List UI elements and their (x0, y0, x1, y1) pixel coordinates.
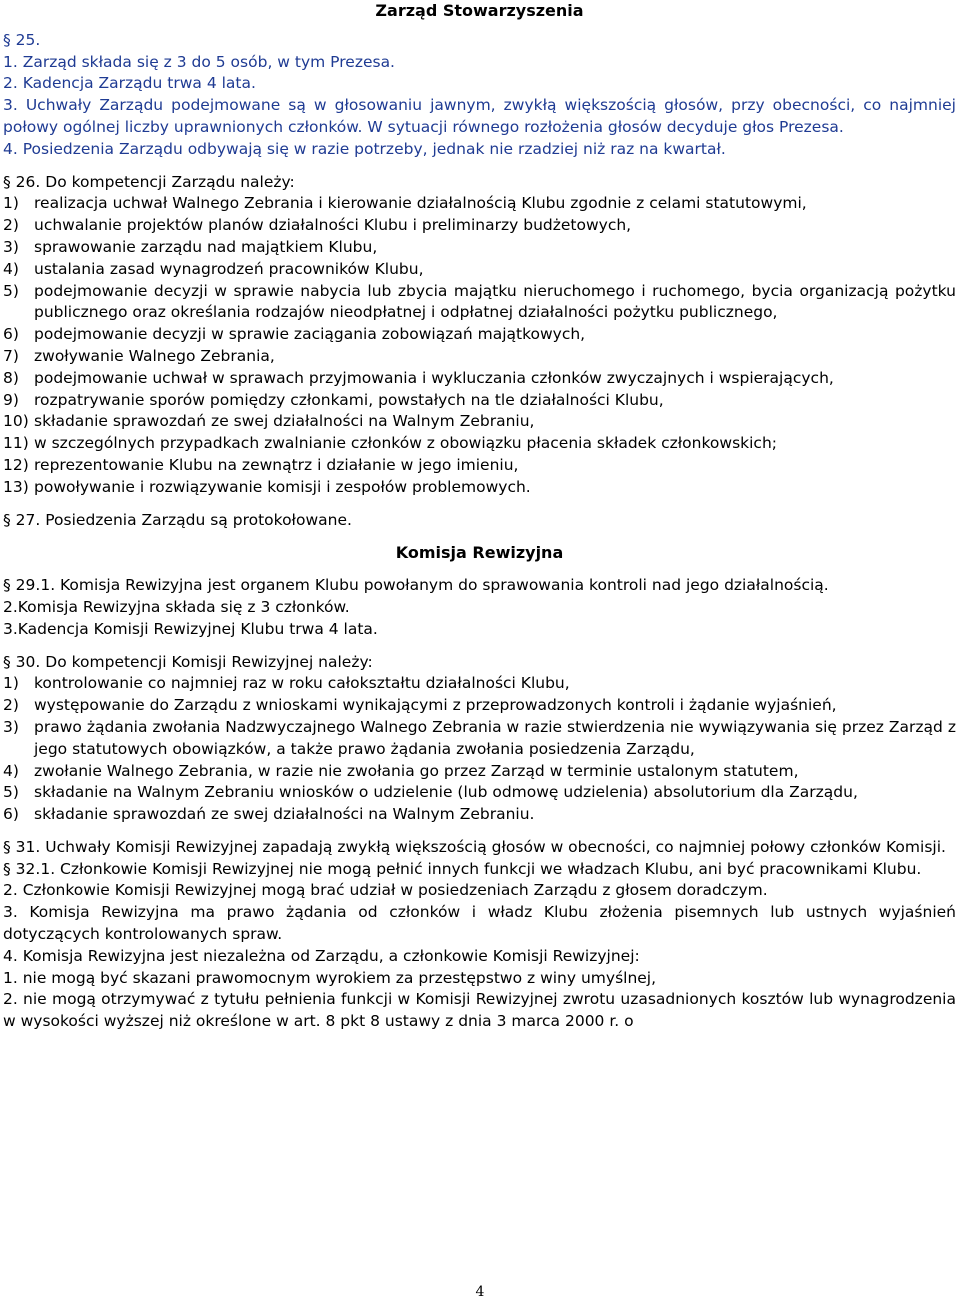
list-item: 4) zwołanie Walnego Zebrania, w razie nie zwołania go przez Zarząd w terminie ustalonym statutem, (3, 761, 799, 780)
list-item: 13) powoływanie i rozwiązywanie komisji i zespołów problemowych. (3, 477, 531, 496)
list-item: 12) reprezentowanie Klubu na zewnątrz i działanie w jego imieniu, (3, 455, 519, 474)
list-item: 3) prawo żądania zwołania Nadzwyczajnego Walnego Zebrania w razie stwierdzenia nie wywiązywania się przez Zarząd z jego statutowych obowiązków, a także prawo żądania zwołania posiedzenia Zarządu, (3, 717, 956, 758)
paragraph-25 (3, 30, 956, 161)
paragraph-29-2: 2.Komisja Rewizyjna składa się z 3 członków. (3, 597, 350, 616)
paragraph-25-4: 4. Posiedzenia Zarządu odbywają się w razie potrzeby, jednak nie rzadziej niż raz na kwartał. (3, 139, 726, 158)
list-item: 10) składanie sprawozdań ze swej działalności na Walnym Zebraniu, (3, 412, 535, 431)
list-item: 11) w szczególnych przypadkach zwalnianie członków z obowiązku płacenia składek członkowskich; (3, 434, 778, 453)
list-item: 1) kontrolowanie co najmniej raz w roku całokształtu działalności Klubu, (3, 674, 570, 693)
paragraph-25-head: § 25. (3, 30, 41, 49)
paragraph-27: § 27. Posiedzenia Zarządu są protokołowane. (3, 510, 352, 529)
paragraph-30-head: § 30. Do kompetencji Komisji Rewizyjnej należy: (3, 652, 373, 671)
paragraph-29 (3, 575, 956, 640)
list-item: 5) składanie na Walnym Zebraniu wniosków o udzielenie (lub odmowę udzielenia) absolutorium dla Zarządu, (3, 783, 858, 802)
paragraph-32-4: 4. Komisja Rewizyjna jest niezależna od Zarządu, a członkowie Komisji Rewizyjnej: (3, 946, 640, 965)
list-item: 8) podejmowanie uchwał w sprawach przyjmowania i wykluczania członków zwyczajnych i wspierających, (3, 368, 834, 387)
paragraph-25-3: 3. Uchwały Zarządu podejmowane są w głosowaniu jawnym, zwykłą większością głosów, przy obecności, co najmniej połowy ogólnej liczby uprawnionych członków. W sytuacji równego rozłożenia głosów decyduje głos Prezesa. (3, 96, 956, 136)
list-item: 5) podejmowanie decyzji w sprawie nabycia lub zbycia majątku nieruchomego i ruchomego, bycia organizacją pożytku publicznego oraz określania rodzajów nieodpłatnej i odpłatnej działalności pożytku publicznego, (3, 281, 956, 322)
paragraph-26-head: § 26. Do kompetencji Zarządu należy: (3, 172, 295, 191)
paragraph-32-1: § 32.1. Członkowie Komisji Rewizyjnej nie mogą pełnić innych funkcji we władzach Klubu, ani być pracownikami Klubu. (3, 859, 922, 878)
section-title-board: Zarząd Stowarzyszenia (375, 1, 584, 20)
paragraph-32-5: 1. nie mogą być skazani prawomocnym wyrokiem za przestępstwo z winy umyślnej, (3, 968, 657, 987)
document-page (3, 0, 956, 1033)
paragraph-32-6: 2. nie mogą otrzymywać z tytułu pełnienia funkcji w Komisji Rewizyjnej zwrotu uzasadnionych kosztów lub wynagrodzenia w wysokości wyższej niż określone w art. 8 pkt 8 ustawy z dnia 3 marca 2000 r. o (3, 990, 956, 1031)
list-item: 4) ustalania zasad wynagrodzeń pracowników Klubu, (3, 259, 424, 278)
paragraph-32-3: 3. Komisja Rewizyjna ma prawo żądania od członków i władz Klubu złożenia pisemnych lub ustnych wyjaśnień dotyczących kontrolowanych spraw. (3, 903, 956, 944)
paragraph-31: § 31. Uchwały Komisji Rewizyjnej zapadają zwykłą większością głosów w obecności, co najmniej połowy członków Komisji. (3, 837, 946, 856)
paragraph-30 (3, 652, 956, 826)
page-number: 4 (475, 1284, 485, 1300)
list-item: 7) zwoływanie Walnego Zebrania, (3, 346, 275, 365)
list-item: 9) rozpatrywanie sporów pomiędzy członkami, powstałych na tle działalności Klubu, (3, 390, 664, 409)
paragraph-29-1: § 29.1. Komisja Rewizyjna jest organem Klubu powołanym do sprawowania kontroli nad jego działalnością. (3, 576, 829, 595)
list-item: 2) występowanie do Zarządu z wnioskami wynikającymi z przeprowadzonych kontroli i żądanie wyjaśnień, (3, 696, 837, 715)
list-item: 6) składanie sprawozdań ze swej działalności na Walnym Zebraniu. (3, 805, 535, 824)
list-item: 1) realizacja uchwał Walnego Zebrania i kierowanie działalnością Klubu zgodnie z celami statutowymi, (3, 194, 807, 213)
paragraph-26 (3, 172, 956, 499)
list-item: 3) sprawowanie zarządu nad majątkiem Klubu, (3, 237, 378, 256)
paragraph-32-2: 2. Członkowie Komisji Rewizyjnej mogą brać udział w posiedzeniach Zarządu z głosem doradczym. (3, 881, 768, 900)
paragraph-29-3: 3.Kadencja Komisji Rewizyjnej Klubu trwa 4 lata. (3, 619, 378, 638)
list-item: 2) uchwalanie projektów planów działalności Klubu i preliminarzy budżetowych, (3, 216, 632, 235)
paragraph-25-1: 1. Zarząd składa się z 3 do 5 osób, w tym Prezesa. (3, 52, 395, 71)
paragraph-32 (3, 859, 956, 1033)
list-item: 6) podejmowanie decyzji w sprawie zaciągania zobowiązań majątkowych, (3, 325, 586, 344)
section-title-audit: Komisja Rewizyjna (395, 543, 564, 563)
paragraph-25-2: 2. Kadencja Zarządu trwa 4 lata. (3, 74, 256, 93)
